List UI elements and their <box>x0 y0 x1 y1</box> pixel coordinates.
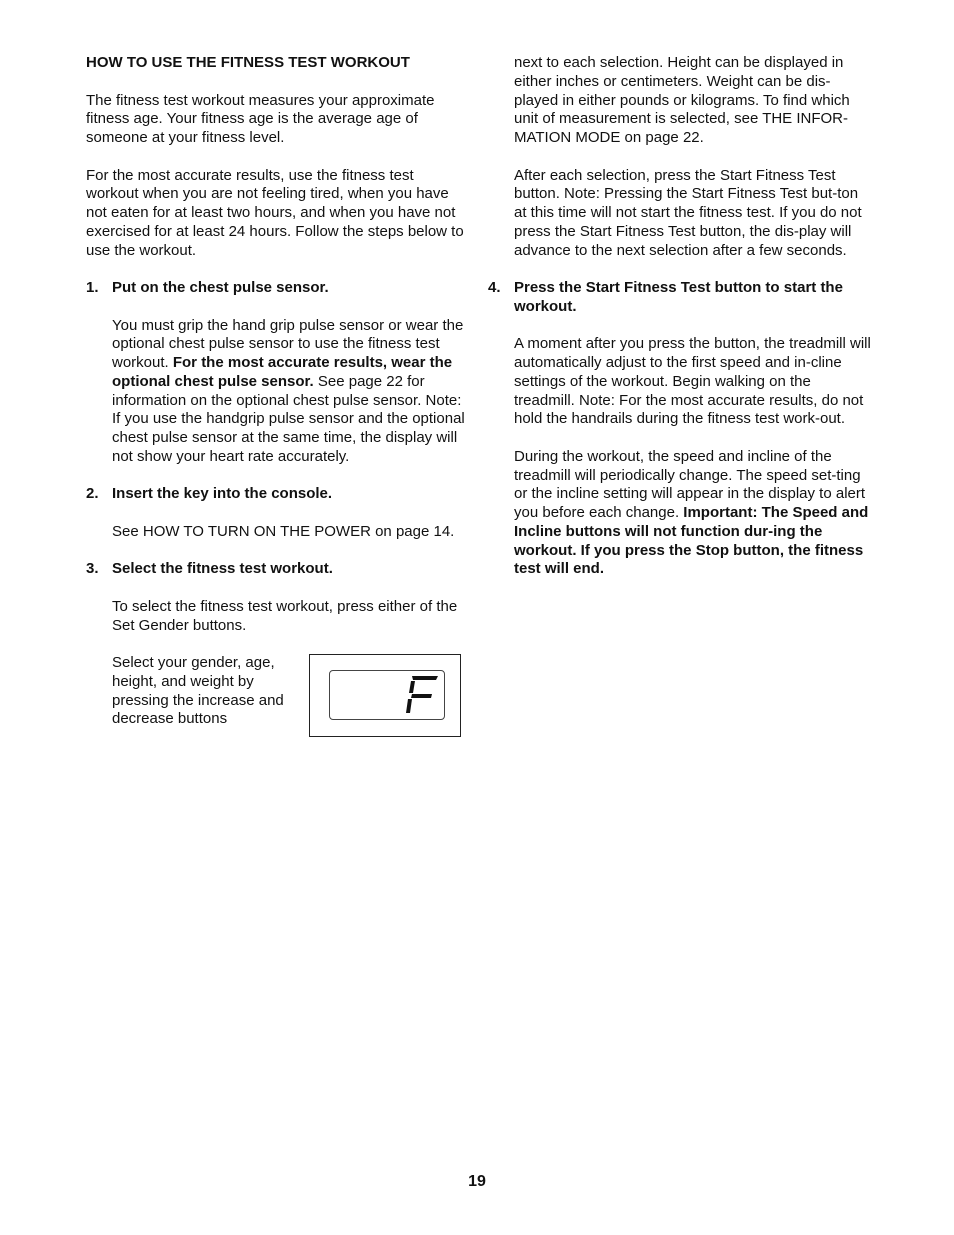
page-number: 19 <box>468 1173 486 1190</box>
step-3-text-1: To select the fitness test workout, press either of the Set Gender buttons. <box>112 597 458 634</box>
step-1-title: Put on the chest pulse sensor. <box>112 279 329 296</box>
step-1-text <box>112 317 468 467</box>
intro-paragraph-2: For the most accurate results, use the fitness test workout when you are not feeling tired, when you have not eaten for at least two hours, and when you have not exercised for at least 24 hours. Follow the steps below to use the workout. <box>86 166 464 259</box>
step-1-text-bold: For the most accurate results, wear the optional chest pulse sensor. <box>112 354 453 390</box>
continued-paragraph-2: After each selection, press the Start Fitness Test button. Note: Pressing the Start Fitness Test but-ton at this time will not start the fitness test. If you do not press the Start Fitness Test button, the dis-play will advance to the next selection after a few seconds. <box>514 166 862 259</box>
step-4-text-2-bold: Important: The Speed and Incline buttons will not function dur-ing the workout. If you press the Stop button, the fitness test will end. <box>514 504 869 578</box>
step-4-number: 4. <box>488 279 501 296</box>
section-heading: HOW TO USE THE FITNESS TEST WORKOUT <box>86 54 410 71</box>
intro-paragraph-1: The fitness test workout measures your approximate fitness age. Your fitness age is the average age of someone at your fitness level. <box>86 91 435 146</box>
step-2-number: 2. <box>86 485 99 503</box>
left-column <box>86 54 468 744</box>
step-2-text: See HOW TO TURN ON THE POWER on page 14. <box>112 522 455 540</box>
console-display-illustration <box>309 654 461 737</box>
step-4 <box>488 279 872 579</box>
step-4-text-2 <box>514 448 872 579</box>
step-3 <box>86 560 468 635</box>
step-1 <box>86 279 468 467</box>
lcd-window <box>329 670 445 720</box>
step-4-text-1: A moment after you press the button, the treadmill will automatically adjust to the first speed and in-cline settings of the workout. Begin walking on the treadmill. Note: For the most accurate results, do not hold the handrails during the fitness test work-out. <box>514 335 871 428</box>
segment-f-glyph <box>330 671 446 721</box>
step-1-text-a: You must grip the hand grip pulse sensor or wear the optional chest pulse sensor to use the fitness test workout. <box>112 316 464 371</box>
step-1-number: 1. <box>86 279 99 296</box>
continued-paragraph-1: next to each selection. Height can be displayed in either inches or centimeters. Weight can be dis-played in either pounds or kilograms. To find which unit of measurement is selected, see THE INFOR-MATION MODE on page 22. <box>514 54 850 146</box>
step-4-title: Press the Start Fitness Test button to start the workout. <box>514 279 843 315</box>
step-3-title: Select the fitness test workout. <box>112 560 333 578</box>
step-2-title: Insert the key into the console. <box>112 485 333 503</box>
step-3-number: 3. <box>86 560 99 578</box>
step-4-text-2-a: During the workout, the speed and incline of the treadmill will periodically change. The speed set-ting or the incline setting will appear in the display to alert you before each change. <box>514 447 866 521</box>
right-column <box>488 54 872 598</box>
display-row <box>86 654 468 744</box>
step-2 <box>86 485 468 541</box>
step-1-text-b: See page 22 for information on the optional chest pulse sensor. Note: If you use the handgrip pulse sensor and the optional chest pulse sensor at the same time, the display will not show your heart rate accurately. <box>112 372 465 465</box>
step-3-text-2: Select your gender, age, height, and weight by pressing the increase and decrease buttons <box>112 654 284 728</box>
